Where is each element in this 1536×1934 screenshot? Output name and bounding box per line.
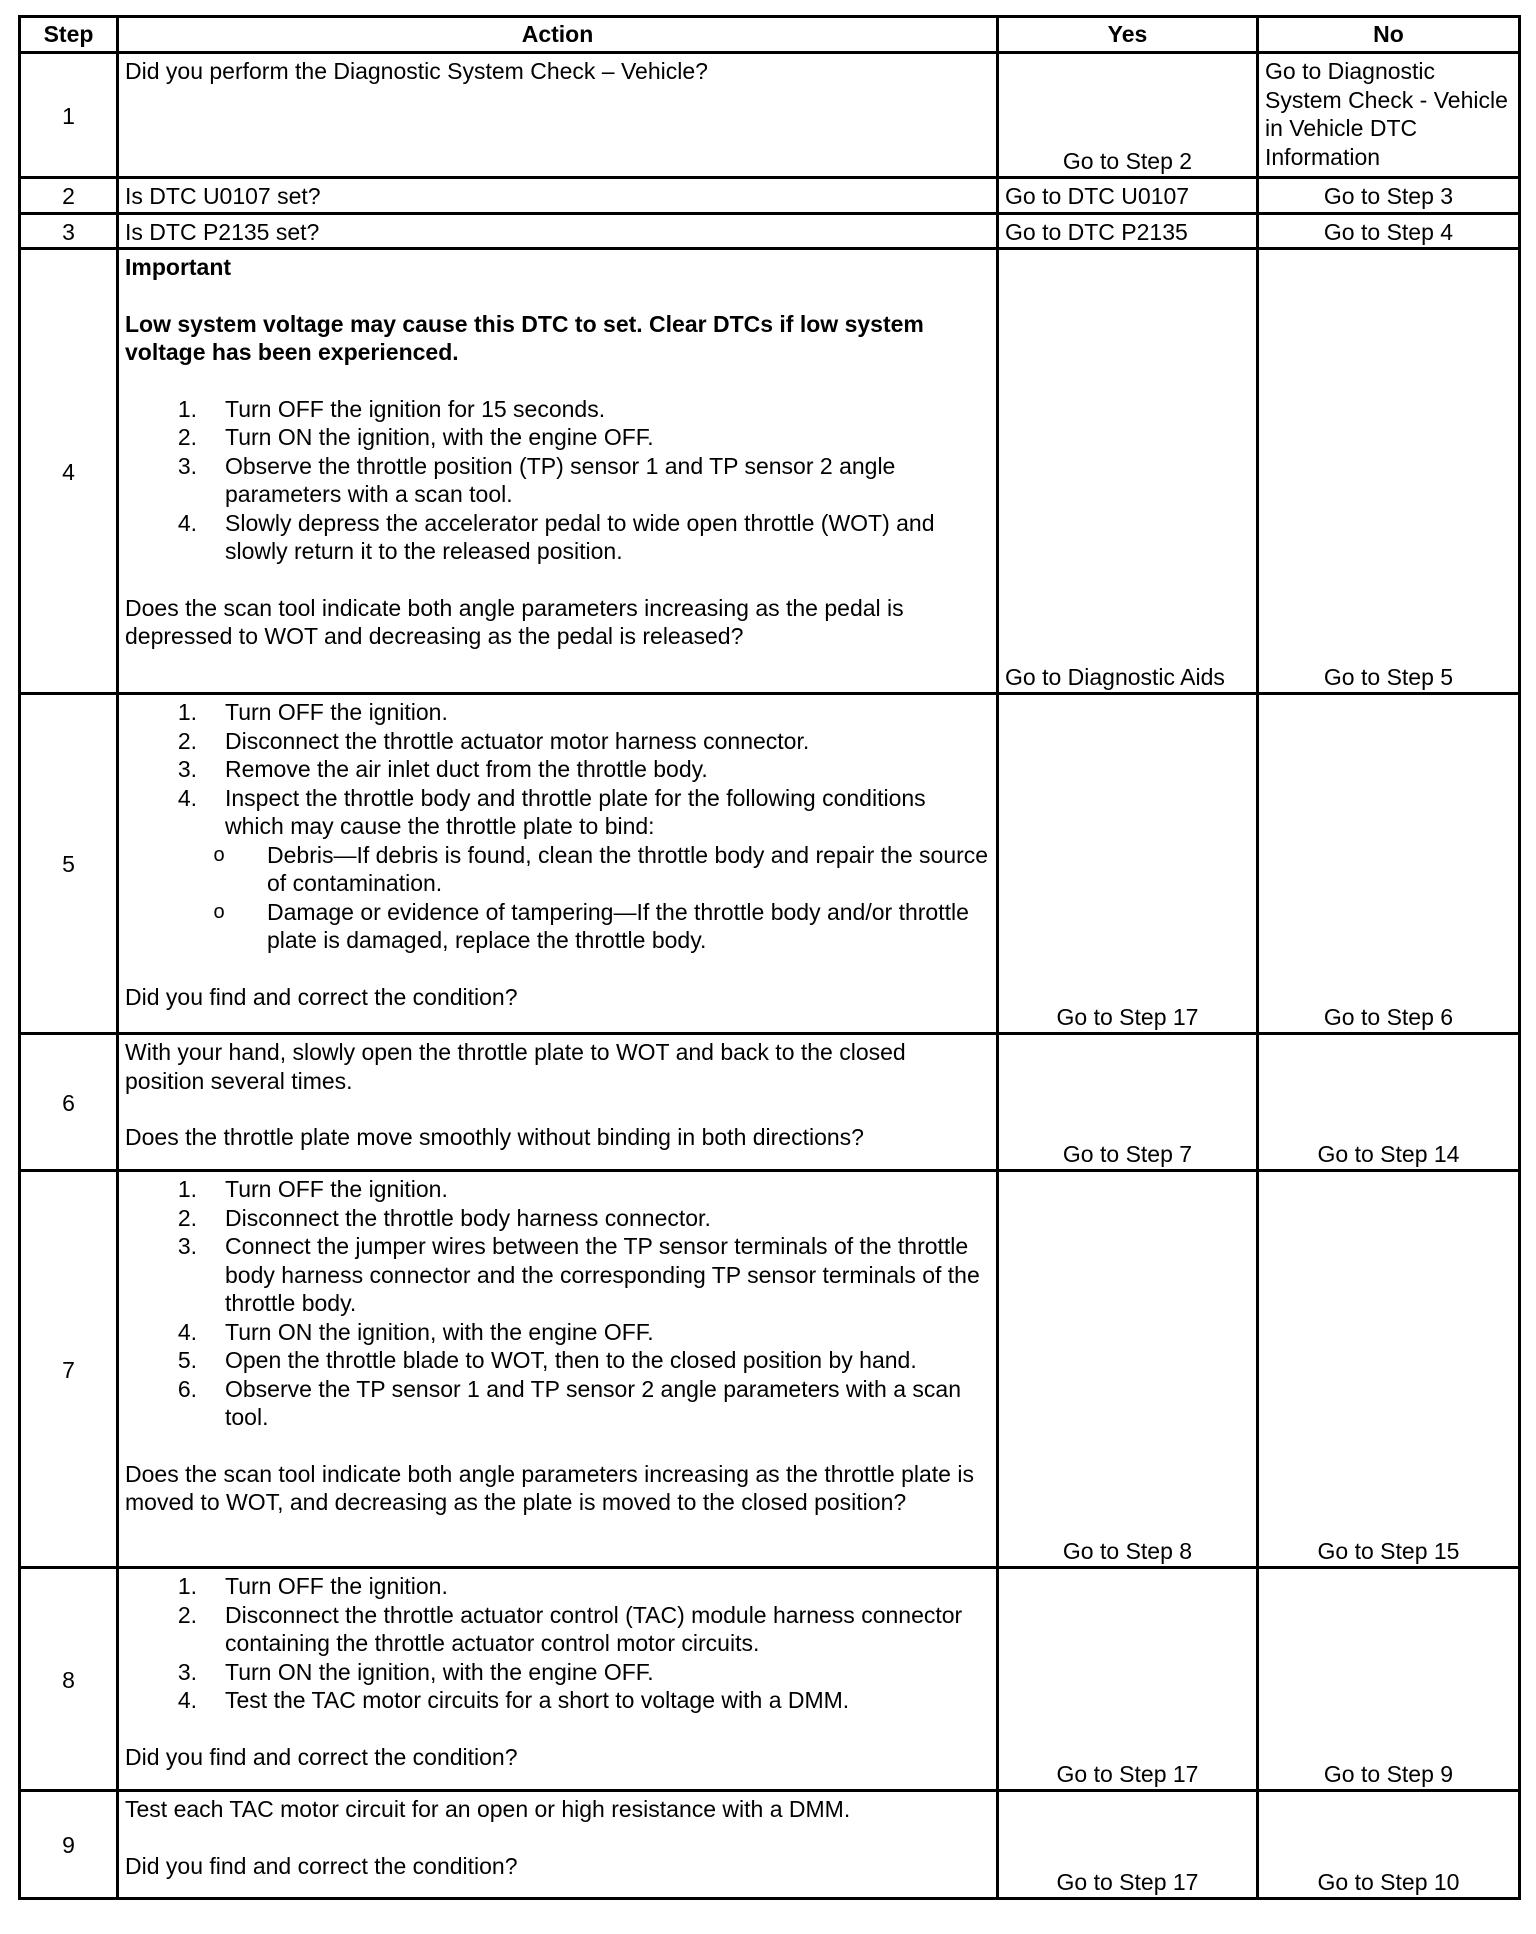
no-cell: Go to Step 6 — [1258, 694, 1520, 1034]
list-item: 4. Turn ON the ignition, with the engine OFF. — [177, 1318, 654, 1345]
table-row-step-1 — [20, 53, 1520, 178]
no-cell: Go to Step 5 — [1258, 249, 1520, 694]
list-item: 4. Inspect the throttle body and throttle plate for the following conditions which may cause the throttle plate to bind: o Debris—If debris is found, clean the throttle body and repair the source of contamination. o Damage or evidence of tampering—If the throttle body and/or throttle plate is damaged, replace the throttle body. — [167, 784, 990, 955]
table-row-step-9 — [20, 1791, 1520, 1899]
table-row-step-3 — [20, 213, 1520, 249]
action-question: Is DTC P2135 set? — [118, 213, 998, 249]
action-question: Does the throttle plate move smoothly without binding in both directions? — [125, 1124, 864, 1150]
procedure-list — [125, 395, 990, 566]
list-item: 6. Observe the TP sensor 1 and TP sensor 2 angle parameters with a scan tool. — [177, 1375, 961, 1430]
no-cell: Go to Step 10 — [1258, 1791, 1520, 1899]
yes-cell: Go to DTC U0107 — [998, 178, 1258, 214]
list-item: 2. Disconnect the throttle body harness connector. — [177, 1204, 711, 1231]
step-number: 3 — [20, 213, 118, 249]
table-row-step-4 — [20, 249, 1520, 694]
list-item: 4. Test the TAC motor circuits for a short to voltage with a DMM. — [177, 1687, 850, 1713]
list-item: 5. Open the throttle blade to WOT, then to the closed position by hand. — [177, 1347, 917, 1373]
action-cell — [118, 1791, 998, 1899]
yes-cell: Go to Step 7 — [998, 1034, 1258, 1171]
step-number: 6 — [20, 1034, 118, 1171]
sub-list-item: o Damage or evidence of tampering—If the throttle body and/or throttle plate is damaged, replace the throttle body. — [213, 898, 969, 953]
yes-cell: Go to Step 2 — [998, 53, 1258, 178]
yes-cell: Go to Step 8 — [998, 1171, 1258, 1568]
step-number: 5 — [20, 694, 118, 1034]
important-label: Important — [125, 254, 232, 280]
action-question: Does the scan tool indicate both angle parameters increasing as the throttle plate is moved to WOT, and decreasing as the plate is moved to the closed position? — [125, 1460, 974, 1515]
table-row-step-7 — [20, 1171, 1520, 1568]
list-item: 2. Turn ON the ignition, with the engine OFF. — [177, 424, 654, 450]
table-row-step-5 — [20, 694, 1520, 1034]
procedure-list — [125, 698, 990, 955]
no-cell: Go to Step 9 — [1258, 1568, 1520, 1791]
procedure-list — [125, 1175, 990, 1432]
list-item: 2. Disconnect the throttle actuator control (TAC) module harness connector containing the throttle actuator control motor circuits. — [177, 1601, 963, 1656]
action-cell — [118, 1171, 998, 1568]
list-item: 2. Disconnect the throttle actuator motor harness connector. — [177, 727, 810, 754]
action-cell — [118, 1568, 998, 1791]
list-item: 3. Turn ON the ignition, with the engine OFF. — [177, 1658, 654, 1685]
action-question: Does the scan tool indicate both angle parameters increasing as the pedal is depressed to WOT and decreasing as the pedal is released? — [125, 594, 904, 649]
step-number: 7 — [20, 1171, 118, 1568]
step-number: 1 — [20, 53, 118, 178]
header-action: Action — [118, 17, 998, 53]
list-item: 3. Observe the throttle position (TP) sensor 1 and TP sensor 2 angle parameters with a scan tool. — [177, 452, 896, 507]
no-cell: Go to Diagnostic System Check - Vehicle in Vehicle DTC Information — [1258, 53, 1520, 178]
action-cell — [118, 1034, 998, 1171]
list-item: 1. Turn OFF the ignition. — [177, 699, 448, 725]
header-no: No — [1258, 17, 1520, 53]
yes-cell: Go to DTC P2135 — [998, 213, 1258, 249]
no-cell: Go to Step 15 — [1258, 1171, 1520, 1568]
step-number: 9 — [20, 1791, 118, 1899]
action-question: Did you perform the Diagnostic System Check – Vehicle? — [125, 58, 708, 84]
important-text: Low system voltage may cause this DTC to set. Clear DTCs if low system voltage has been experienced. — [125, 310, 924, 365]
list-item: 1. Turn OFF the ignition. — [177, 1573, 448, 1599]
procedure-list — [125, 1572, 990, 1715]
action-intro: Test each TAC motor circuit for an open or high resistance with a DMM. — [125, 1796, 851, 1822]
action-question: Is DTC U0107 set? — [118, 178, 998, 214]
step-number: 2 — [20, 178, 118, 214]
diagnostic-table — [18, 15, 1521, 1900]
yes-cell: Go to Step 17 — [998, 694, 1258, 1034]
action-question: Did you find and correct the condition? — [125, 1743, 518, 1770]
table-row-step-6 — [20, 1034, 1520, 1171]
step-number: 4 — [20, 249, 118, 694]
list-item: 1. Turn OFF the ignition. — [177, 1176, 448, 1202]
table-row-step-8 — [20, 1568, 1520, 1791]
no-cell: Go to Step 3 — [1258, 178, 1520, 214]
table-row-step-2 — [20, 178, 1520, 214]
sub-list-item: o Debris—If debris is found, clean the throttle body and repair the source of contamination. — [213, 841, 989, 896]
header-yes: Yes — [998, 17, 1258, 53]
action-cell — [118, 694, 998, 1034]
step-number: 8 — [20, 1568, 118, 1791]
list-item: 3. Connect the jumper wires between the TP sensor terminals of the throttle body harness connector and the corresponding TP sensor terminals of the throttle body. — [177, 1233, 980, 1316]
action-intro: With your hand, slowly open the throttle plate to WOT and back to the closed position several times. — [125, 1039, 906, 1094]
no-cell: Go to Step 14 — [1258, 1034, 1520, 1171]
action-cell — [118, 249, 998, 694]
action-question: Did you find and correct the condition? — [125, 1852, 518, 1879]
header-row — [20, 17, 1520, 53]
no-cell: Go to Step 4 — [1258, 213, 1520, 249]
action-question: Did you find and correct the condition? — [125, 983, 518, 1010]
list-item: 1. Turn OFF the ignition for 15 seconds. — [177, 395, 606, 422]
sub-list — [167, 841, 990, 955]
list-item: 3. Remove the air inlet duct from the throttle body. — [177, 756, 708, 782]
action-cell — [118, 53, 998, 178]
yes-cell: Go to Step 17 — [998, 1791, 1258, 1899]
yes-cell: Go to Diagnostic Aids — [998, 249, 1258, 694]
yes-cell: Go to Step 17 — [998, 1568, 1258, 1791]
header-step: Step — [20, 17, 118, 53]
list-item: 4. Slowly depress the accelerator pedal to wide open throttle (WOT) and slowly return it to the released position. — [177, 509, 935, 564]
